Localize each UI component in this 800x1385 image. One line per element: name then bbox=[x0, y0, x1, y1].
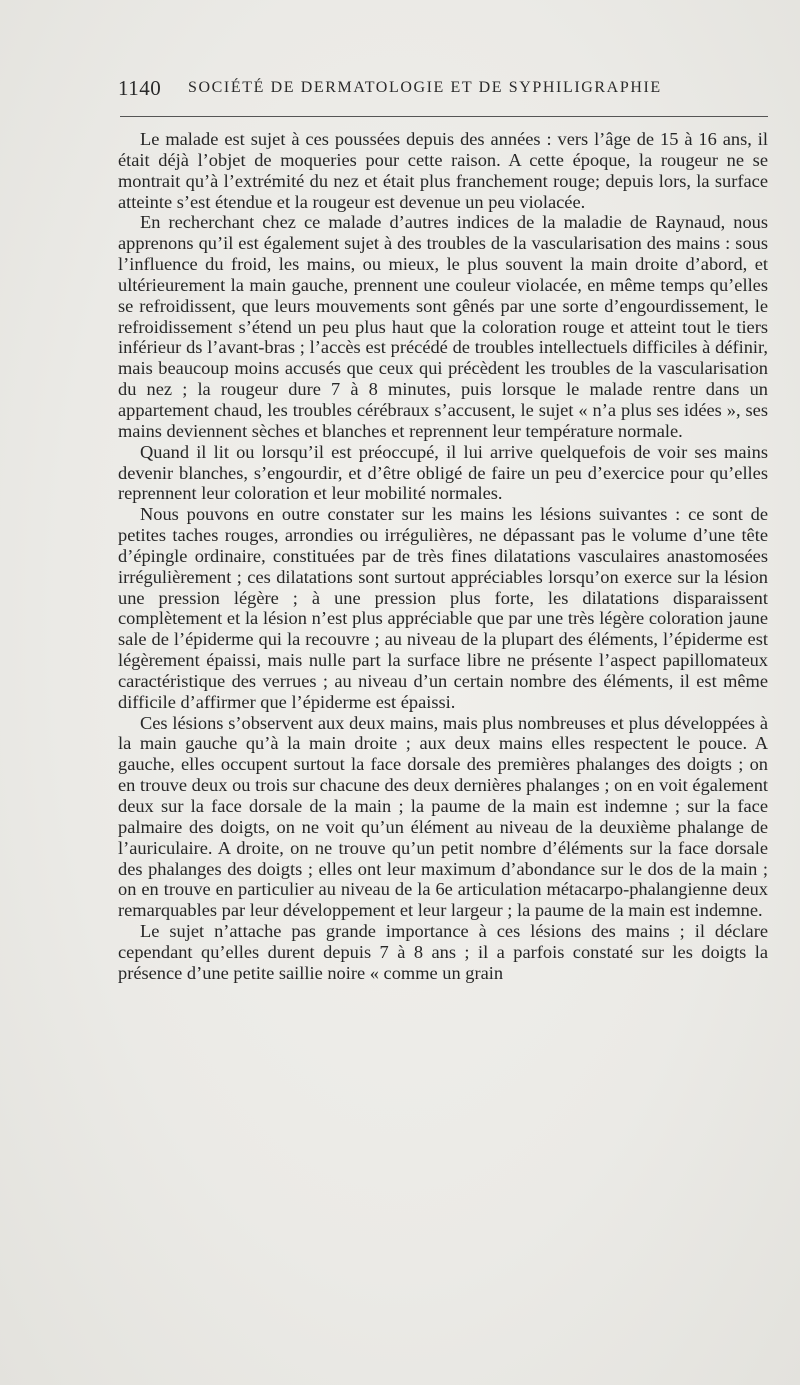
body-text bbox=[118, 129, 768, 984]
page-number: 1140 bbox=[118, 76, 162, 100]
header-rule bbox=[120, 116, 768, 117]
paragraph: Quand il lit ou lorsqu’il est préoccupé, il lui arrive quelquefois de voir ses mains devenir blanches, s’engourdir, et d’être obligé de faire un peu d’exercice pour qu’elles reprennent leur coloration et leur mobilité normales. bbox=[118, 441, 768, 504]
running-head: SOCIÉTÉ DE DERMATOLOGIE ET DE SYPHILIGRAPHIE bbox=[188, 79, 662, 96]
paragraph: Le malade est sujet à ces poussées depuis des années : vers l’âge de 15 à 16 ans, il était déjà l’objet de moqueries pour cette raison. A cette époque, la rougeur ne se montrait qu’à l’extrémité du nez et était plus franchement rouge; depuis lors, la surface atteinte s’est étendue et la rougeur est devenue un peu violacée. bbox=[118, 129, 768, 212]
page-header bbox=[118, 76, 768, 102]
paragraph: En recherchant chez ce malade d’autres indices de la maladie de Raynaud, nous apprenons qu’il est également sujet à des troubles de la vascularisation des mains : sous l’influence du froid, les mains, ou mieux, le plus souvent la main droite d’abord, et ultérieurement la main gauche, prennent une couleur violacée, en même temps qu’elles se refroidissent, que leurs mouvements sont gênés par une sorte d’engourdissement, le refroidissement s’étend un peu plus haut que la coloration rouge et atteint tout le tiers inférieur ds l’avant-bras ; l’accès est précédé de troubles intellectuels difficiles à définir, mais beaucoup moins accusés que ceux qui précèdent les troubles de la vascularisation du nez ; la rougeur dure 7 à 8 minutes, puis lorsque le malade rentre dans un appartement chaud, les troubles cérébraux s’accusent, le sujet « n’a plus ses idées », ses mains deviennent sèches et blanches et reprennent leur température normale. bbox=[118, 212, 768, 441]
paragraph: Ces lésions s’observent aux deux mains, mais plus nombreuses et plus développées à la main gauche qu’à la main droite ; aux deux mains elles respectent le pouce. A gauche, elles occupent surtout la face dorsale des premières phalanges des doigts ; on en trouve deux ou trois sur chacune des deux dernières phalanges ; on en voit également deux sur la face dorsale de la main ; la paume de la main est indemne ; sur la face palmaire des doigts, on ne voit qu’un élément au niveau de la deuxième phalange de l’auriculaire. A droite, on ne trouve qu’un petit nombre d’éléments sur la face dorsale des phalanges des doigts ; elles ont leur maximum d’abondance sur le dos de la main ; on en trouve en particulier au niveau de la 6e articulation métacarpo-phalangienne deux remarquables par leur développement et leur largeur ; la paume de la main est indemne. bbox=[118, 712, 768, 921]
paragraph: Nous pouvons en outre constater sur les mains les lésions suivantes : ce sont de petites taches rouges, arrondies ou irrégulières, ne dépassant pas le volume d’une tête d’épingle ordinaire, constituées par de très fines dilatations vasculaires anastomosées irrégulièrement ; ces dilatations sont surtout appréciables lorsqu’on exerce sur la lésion une pression légère ; à une pression plus forte, les dilatations disparaissent complètement et la lésion n’est plus appréciable que par une très légère coloration jaune sale de l’épiderme qui la recouvre ; au niveau de la plupart des éléments, l’épiderme est légèrement épaissi, mais nulle part la surface libre ne présente l’aspect papillomateux caractéristique des verrues ; au niveau d’un certain nombre des éléments, il est même difficile d’affirmer que l’épiderme est épaissi. bbox=[118, 504, 768, 712]
paragraph: Le sujet n’attache pas grande importance à ces lésions des mains ; il déclare cependant qu’elles durent depuis 7 à 8 ans ; il a parfois constaté sur les doigts la présence d’une petite saillie noire « comme un grain bbox=[118, 921, 768, 983]
